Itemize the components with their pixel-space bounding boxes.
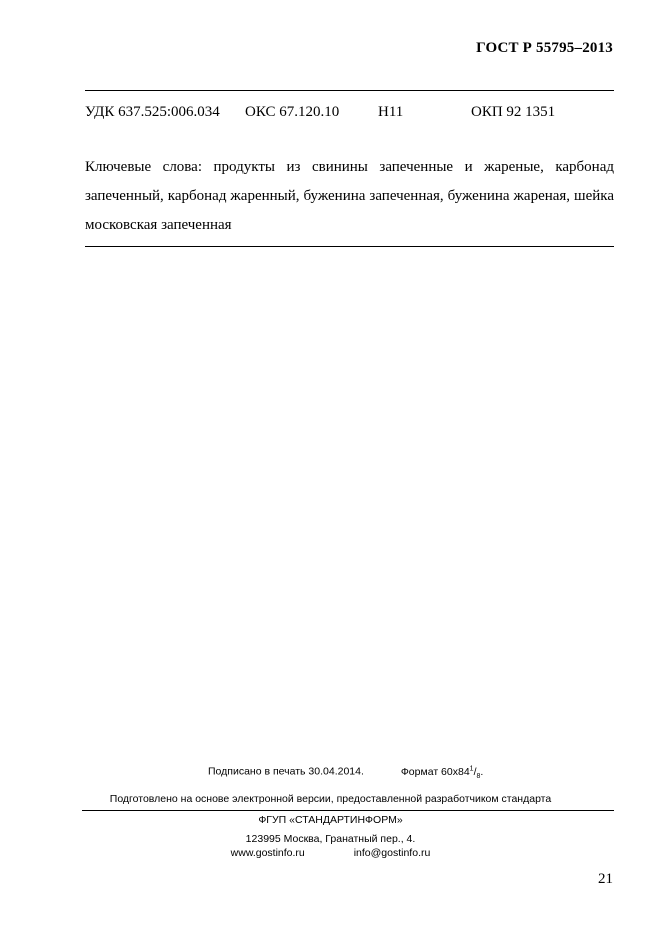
top-divider bbox=[85, 90, 614, 91]
keywords-paragraph: Ключевые слова: продукты из свинины запеченные и жареные, карбонад запеченный, карбонад жаренный, буженина запеченная, буженина жареная, шейка московская запеченная bbox=[85, 159, 614, 233]
imprint-print-info bbox=[208, 765, 483, 780]
udk-code: УДК 637.525:006.034 bbox=[85, 104, 220, 120]
email-link[interactable]: info@gostinfo.ru bbox=[353, 847, 431, 859]
oks-code: ОКС 67.120.10 bbox=[245, 104, 340, 120]
signed-for-print: Подписано в печать 30.04.2014. bbox=[208, 765, 364, 778]
publisher-address: 123995 Москва, Гранатный пер., 4. bbox=[245, 833, 416, 845]
page-number: 21 bbox=[598, 871, 613, 887]
okp-code: ОКП 92 1351 bbox=[471, 104, 556, 120]
prepared-note: Подготовлено на основе электронной версии, предоставленной разработчиком стандарта bbox=[109, 793, 552, 805]
publisher-name: ФГУП «СТАНДАРТИНФОРМ» bbox=[258, 814, 403, 826]
paper-format: Формат $60x84^1/_8$. bbox=[400, 765, 484, 780]
imprint-divider bbox=[82, 810, 614, 811]
website-link[interactable]: www.gostinfo.ru bbox=[230, 847, 305, 859]
standard-code: ГОСТ Р 55795–2013 bbox=[476, 40, 613, 56]
publisher-contacts bbox=[0, 847, 661, 859]
group-code: Н11 bbox=[378, 104, 404, 120]
keywords-divider bbox=[85, 246, 614, 247]
